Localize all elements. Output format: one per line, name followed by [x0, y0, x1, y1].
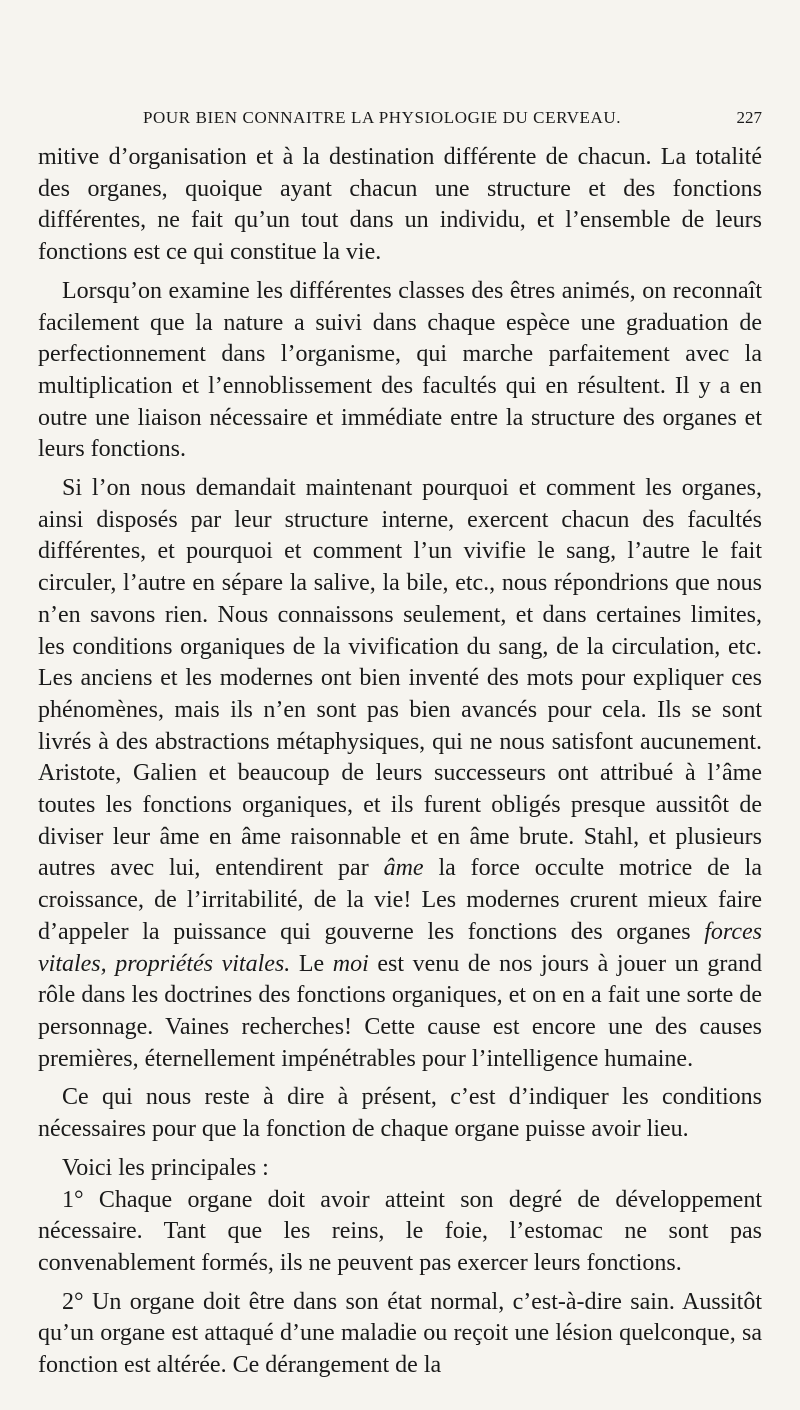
running-head: POUR BIEN CONNAITRE LA PHYSIOLOGIE DU CERVEAU. [143, 108, 622, 127]
paragraph-3-part-4: est venu de nos jours à jouer un grand rôle dans les doctrines des fonctions organiques, et on en a fait une sorte de personnage. Vaines recherches! Cette cause est encore une des causes premières, éternellement impénétrables pour l’intelligence humaine. [38, 950, 762, 1072]
paragraph-3 [38, 473, 762, 1075]
paragraph-4: Ce qui nous reste à dire à présent, c’est d’indiquer les conditions nécessaires pour que la fonction de chaque organe puisse avoir lieu. [38, 1084, 762, 1143]
emphasis-forces-vitales: forces vitales, propriétés vitales. [38, 918, 762, 977]
page-number: 227 [736, 108, 762, 127]
emphasis-ame: âme [383, 855, 424, 882]
paragraph-5: Voici les principales : [62, 1154, 269, 1181]
paragraph-1: mitive d’organisation et à la destination différente de chacun. La totalité des organes, quoique ayant chacun une structure et des fonctions différentes, ne fait qu’un tout dans un individu, et l’ensemble de leurs fonctions est ce qui constitue la vie. [38, 144, 762, 266]
emphasis-moi: moi [332, 950, 369, 977]
list-item-1: 1° Chaque organe doit avoir atteint son degré de développement nécessaire. Tant que les reins, le foie, l’estomac ne sont pas convenablement formés, ils ne peuvent pas exercer leurs fonctions. [38, 1186, 762, 1276]
paragraph-3-part-2: la force occulte motrice de la croissance, de l’irritabilité, de la vie! Les modernes crurent mieux faire d’appeler la puissance qui gouverne les fonctions des organes [38, 855, 762, 945]
paragraph-3-part-1: Si l’on nous demandait maintenant pourquoi et comment les organes, ainsi disposés par leur structure interne, exercent chacun des facultés différentes, et pourquoi et comment l’un vivifie le sang, l’autre le fait circuler, l’autre en sépare la salive, la bile, etc., nous répondrions que nous n’en savons rien. Nous connaissons seulement, et dans certaines limites, les conditions organiques de la vivification du sang, de la circulation, etc. Les anciens et les modernes ont bien inventé des mots pour expliquer ces phénomènes, mais ils n’en sont pas bien avancés pour cela. Ils se sont livrés à des abstractions métaphysiques, qui ne nous satisfont aucunement. Aristote, Galien et beaucoup de leurs successeurs ont attribué à l’âme toutes les fonctions organiques, et ils furent obligés presque aussitôt de diviser leur âme en âme raisonnable et en âme brute. Stahl, et plusieurs autres avec lui, entendirent par [38, 475, 762, 882]
paragraph-2: Lorsqu’on examine les différentes classes des êtres animés, on reconnaît facilement que la nature a suivi dans chaque espèce une graduation de perfectionnement dans l’organisme, qui marche parfaitement avec la multiplication et l’ennoblissement des facultés qui en résultent. Il y a en outre une liaison nécessaire et immédiate entre la structure des organes et leurs fonctions. [38, 277, 762, 463]
page-body [38, 142, 762, 1389]
page-header [38, 108, 762, 138]
list-item-2: 2° Un organe doit être dans son état normal, c’est-à-dire sain. Aussitôt qu’un organe est attaqué d’une maladie ou reçoit une lésion quelconque, sa fonction est altérée. Ce dérangement de la [38, 1288, 762, 1379]
paragraph-3-part-3: Le [290, 950, 333, 977]
